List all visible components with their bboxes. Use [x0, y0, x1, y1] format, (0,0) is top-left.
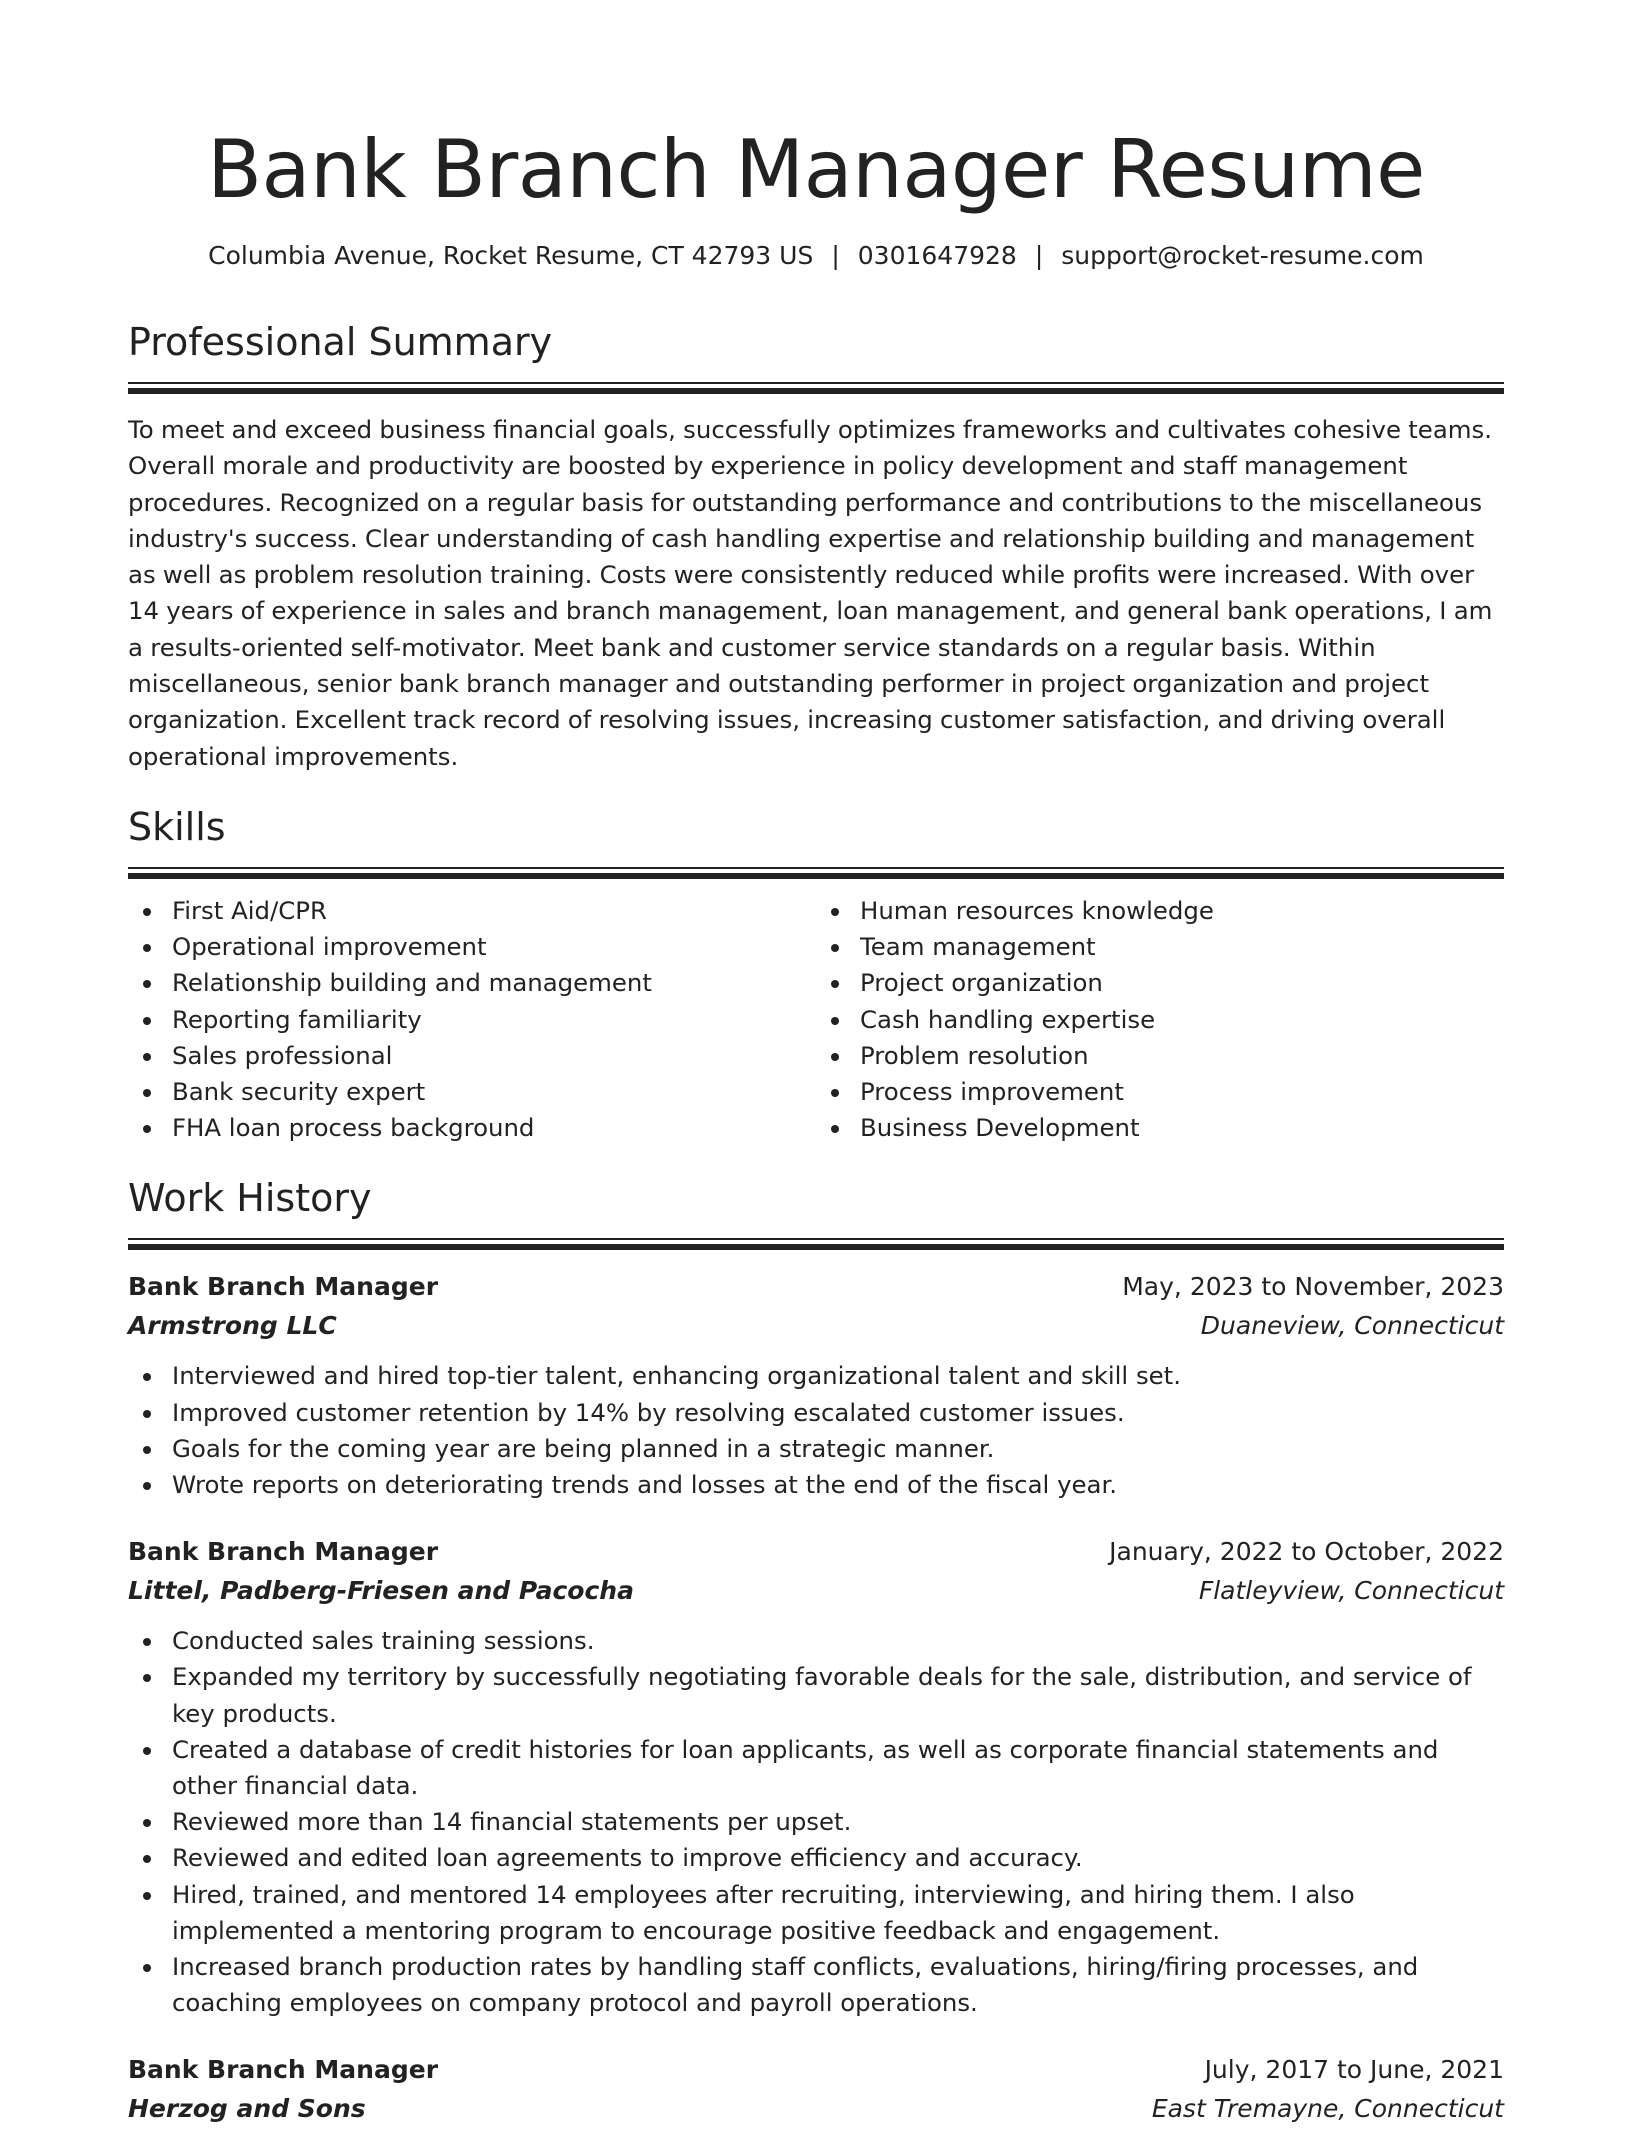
- job-bullet: Created a database of credit histories for loan applicants, as well as corporate financial statements and other financial data.: [172, 1732, 1504, 1804]
- job-bullet: Improved customer retention by 14% by resolving escalated customer issues.: [172, 1395, 1504, 1431]
- skills-heading: Skills: [128, 804, 226, 849]
- contact-phone: 0301647928: [857, 241, 1017, 270]
- job-bullet: Increased branch production rates by handling staff conflicts, evaluations, hiring/firing processes, and coaching employees on company protocol and payroll operations.: [172, 1949, 1504, 2021]
- skills-column-right: [816, 893, 1504, 1146]
- job-company-row: [128, 2089, 1504, 2129]
- job-location: Duaneview, Connecticut: [1200, 1311, 1504, 1341]
- skill-item: Bank security expert: [172, 1074, 816, 1110]
- job-dates: July, 2017 to June, 2021: [1204, 2055, 1504, 2085]
- resume-page: [128, 120, 1504, 2129]
- job-bullet: Reviewed more than 14 financial statements per upset.: [172, 1804, 1504, 1840]
- job-location: Flatleyview, Connecticut: [1198, 1576, 1504, 1606]
- skill-item: Reporting familiarity: [172, 1002, 816, 1038]
- contact-separator: |: [1034, 241, 1044, 270]
- job-title: Bank Branch Manager: [128, 1537, 439, 1567]
- skill-item: Sales professional: [172, 1038, 816, 1074]
- contact-address: Columbia Avenue, Rocket Resume, CT 42793 US: [208, 241, 814, 270]
- job-bullet: Wrote reports on deteriorating trends and losses at the end of the fiscal year.: [172, 1467, 1504, 1503]
- section-divider: [128, 1238, 1504, 1250]
- skill-item: Project organization: [860, 965, 1504, 1001]
- contact-separator: |: [831, 241, 840, 270]
- summary-text: To meet and exceed business financial goals, successfully optimizes frameworks and cultivates cohesive teams. Overall morale and productivity are boosted by experience in policy development and staff management procedures. Recognized on a regular basis for outstanding performance and contributions to the miscellaneous industry's success. Clear understanding of cash handling expertise and relationship building and management as well as problem resolution training. Costs were consistently reduced while profits were increased. With over 14 years of experience in sales and branch management, loan management, and general bank operations, I am a results-oriented self-motivator. Meet bank and customer service standards on a regular basis. Within miscellaneous, senior bank branch manager and outstanding performer in project organization and project organization. Excellent track record of resolving issues, increasing customer satisfaction, and driving overall operational improvements.: [128, 415, 1493, 771]
- job-title: Bank Branch Manager: [128, 2055, 439, 2085]
- work-heading: Work History: [128, 1176, 372, 1221]
- job-title-row: [128, 1533, 1504, 1571]
- summary-section-header: [128, 318, 1504, 394]
- job-bullets: [128, 1623, 1504, 2021]
- job-title-row: [128, 1268, 1504, 1306]
- job-company-row: [128, 1571, 1504, 1611]
- skill-item: Process improvement: [860, 1074, 1504, 1110]
- skill-item: Cash handling expertise: [860, 1002, 1504, 1038]
- job-bullet: Interviewed and hired top-tier talent, enhancing organizational talent and skill set.: [172, 1358, 1504, 1394]
- job-entry: [128, 1533, 1504, 2021]
- skill-item: Relationship building and management: [172, 965, 816, 1001]
- skill-item: Business Development: [860, 1110, 1504, 1146]
- summary-heading: Professional Summary: [128, 320, 553, 364]
- work-section-header: [128, 1174, 1504, 1250]
- job-bullet: Hired, trained, and mentored 14 employees after recruiting, interviewing, and hiring them. I also implemented a mentoring program to encourage positive feedback and engagement.: [172, 1877, 1504, 1949]
- job-company-row: [128, 1306, 1504, 1346]
- job-company: Herzog and Sons: [128, 2094, 366, 2124]
- job-company: Armstrong LLC: [128, 1311, 337, 1341]
- section-divider: [128, 382, 1504, 394]
- job-title: Bank Branch Manager: [128, 1272, 439, 1302]
- skills-column-left: [128, 893, 816, 1146]
- job-company: Littel, Padberg-Friesen and Pacocha: [128, 1576, 634, 1606]
- job-bullet: Reviewed and edited loan agreements to improve efficiency and accuracy.: [172, 1840, 1504, 1876]
- job-dates: May, 2023 to November, 2023: [1122, 1272, 1504, 1302]
- skills-list: [128, 893, 1504, 1146]
- skills-section-header: [128, 803, 1504, 879]
- job-entry: [128, 1268, 1504, 1503]
- skill-item: Problem resolution: [860, 1038, 1504, 1074]
- contact-email: support@rocket-resume.com: [1061, 241, 1424, 270]
- skill-item: Operational improvement: [172, 929, 816, 965]
- skill-item: Team management: [860, 929, 1504, 965]
- job-entry: [128, 2051, 1504, 2129]
- skill-item: Human resources knowledge: [860, 893, 1504, 929]
- job-title-row: [128, 2051, 1504, 2089]
- job-bullet: Expanded my territory by successfully negotiating favorable deals for the sale, distribution, and service of key products.: [172, 1659, 1504, 1731]
- job-dates: January, 2022 to October, 2022: [1109, 1537, 1504, 1567]
- job-bullet: Goals for the coming year are being planned in a strategic manner.: [172, 1431, 1504, 1467]
- job-bullet: Conducted sales training sessions.: [172, 1623, 1504, 1659]
- section-divider: [128, 867, 1504, 879]
- job-location: East Tremayne, Connecticut: [1151, 2094, 1504, 2124]
- resume-title: Bank Branch Manager Resume: [207, 123, 1425, 216]
- contact-line: [128, 238, 1504, 274]
- job-bullets: [128, 1358, 1504, 1503]
- skill-item: First Aid/CPR: [172, 893, 816, 929]
- skill-item: FHA loan process background: [172, 1110, 816, 1146]
